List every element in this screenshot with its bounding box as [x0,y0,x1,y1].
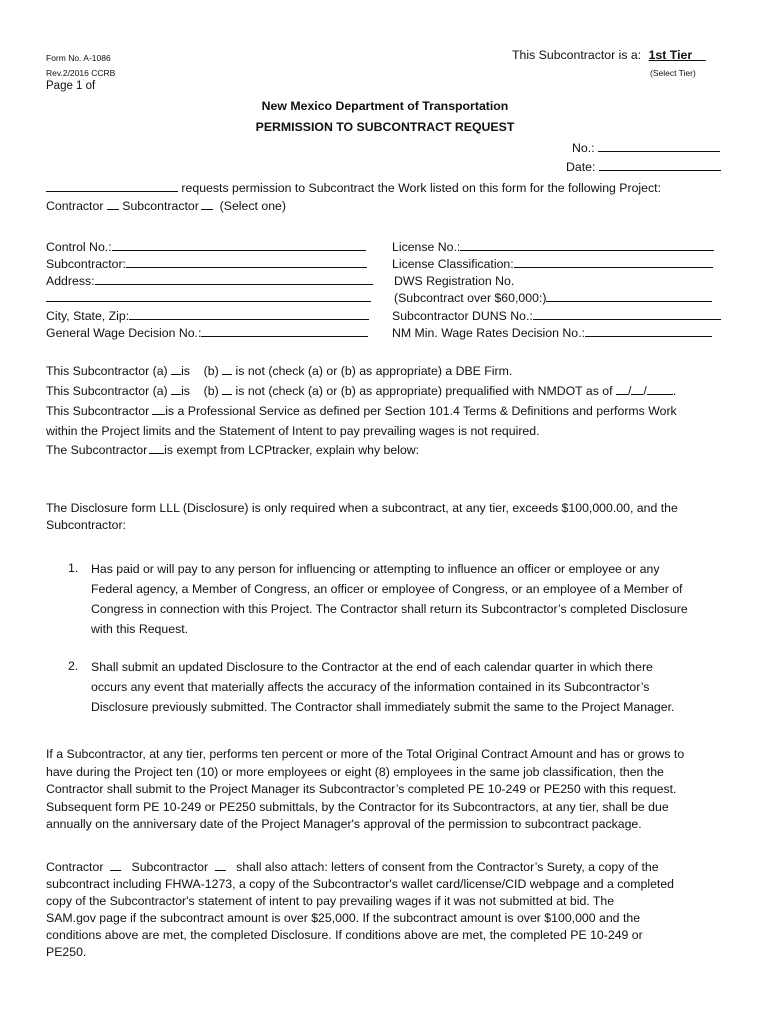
pre-a-checkbox[interactable] [171,383,181,395]
list-item-line: Disclosure previously submitted. The Contractor shall immediately submit the same to the Project Manager. [91,700,675,714]
request-line: requests permission to Subcontract the Work listed on this form for the following Project: [46,180,661,197]
license-class-field: License Classification: [392,256,713,273]
professional-line-2: within the Project limits and the Statement of Intent to pay prevailing wages is not required. [46,424,540,438]
date-input[interactable] [599,159,721,171]
pe-line: Contractor shall submit to the Project Manager its Subcontractor’s completed PE 10-249 or PE250 with this request. [46,782,677,796]
nm-wage-input[interactable] [585,325,712,337]
nm-wage-field: NM Min. Wage Rates Decision No.: [392,325,712,342]
dbe-a-checkbox[interactable] [171,363,181,375]
lcp-checkbox[interactable] [149,442,164,454]
address-field: Address: [46,273,373,290]
form-number: Form No. A-1086 [46,53,111,63]
page-number: Page 1 of [46,80,96,92]
list-item-line: occurs any event that materially affects the accuracy of the information contained in its Subcontractor’s [91,680,650,694]
pe-line: Subsequent form PE 10-249 or PE250 submittals, by the Contractor for its Subcontractors, at any tier, shall be due [46,800,669,814]
pre-b-checkbox[interactable] [222,383,232,395]
list-item-line: Has paid or will pay to any person for influencing or attempting to influence an officer or employee or any [91,562,660,576]
duns-field: Subcontractor DUNS No.: [392,308,721,325]
list-number: 1. [68,561,79,575]
professional-checkbox[interactable] [152,403,165,415]
list-number: 2. [68,659,79,673]
attach-line-1: Contractor Subcontractor shall also attach: letters of consent from the Contractor’s Surety, a copy of the [46,860,659,874]
no-field: No.: [572,140,720,157]
list-item-line: with this Request. [91,622,189,636]
contractor-select-line: Contractor Subcontractor (Select one) [46,199,286,213]
wage-decision-field: General Wage Decision No.: [46,325,368,342]
city-input[interactable] [129,308,369,320]
subcontractor-field: Subcontractor: [46,256,367,273]
tier-hint: (Select Tier) [650,68,696,78]
dbe-line: This Subcontractor (a) is (b) is not (check (a) or (b) as appropriate) a DBE Firm. [46,364,513,378]
attach-line: SAM.gov page if the subcontract amount is over $25,000. If the subcontract amount is over $100,000 and the [46,911,641,925]
control-no-input[interactable] [112,239,366,251]
city-field: City, State, Zip: [46,308,369,325]
attach-line: copy of the Subcontractor's statement of intent to pay prevailing wages if it was not submitted at bid. The [46,894,615,908]
duns-input[interactable] [533,308,721,320]
form-title: PERMISSION TO SUBCONTRACT REQUEST [255,120,515,134]
disclosure-intro: The Disclosure form LLL (Disclosure) is only required when a subcontract, at any tier, exceeds $100,000.00, and the [46,501,678,515]
revision: Rev.2/2016 CCRB [46,68,116,78]
prequalified-line: This Subcontractor (a) is (b) is not (check (a) or (b) as appropriate) prequalified with NMDOT as of / / . [46,384,677,398]
contractor-checkbox[interactable] [107,198,119,210]
pe-line: If a Subcontractor, at any tier, performs ten percent or more of the Total Original Contract Amount and has or grows to [46,747,685,761]
date-field: Date: [566,159,721,176]
lcp-line: The Subcontractor is exempt from LCPtracker, explain why below: [46,443,420,457]
address-line2 [46,290,371,307]
address-input[interactable] [95,273,373,285]
attach-line: conditions above are met, the completed Disclosure. If conditions above are met, the completed PE 10-249 or [46,928,643,942]
address2-input[interactable] [46,290,371,302]
dws-label: DWS Registration No. [394,274,515,288]
list-item-line: Shall submit an updated Disclosure to the Contractor at the end of each calendar quarter in which there [91,660,653,674]
pre-day-input[interactable] [631,383,643,395]
attach-line: PE250. [46,945,87,959]
pre-month-input[interactable] [616,383,628,395]
no-input[interactable] [598,140,720,152]
tier-label: This Subcontractor is a: 1st Tier [512,48,706,62]
pre-year-input[interactable] [647,383,673,395]
license-no-field: License No.: [392,239,714,256]
tier-select[interactable]: 1st Tier [648,48,693,62]
attach-line: subcontract including FHWA-1273, a copy of the Subcontractor's wallet card/license/CID webpage and a completed [46,877,674,891]
subcontractor-input[interactable] [126,256,367,268]
dws-field: (Subcontract over $60,000:) [394,290,712,307]
pe-line: annually on the anniversary date of the Project Manager's approval of the permission to subcontract package. [46,817,642,831]
attach-subcontractor-checkbox[interactable] [215,859,226,871]
subcontractor-checkbox[interactable] [201,198,213,210]
pe-line: have during the Project ten (10) or more employees or eight (8) employees in the same job classification, then the [46,765,664,779]
license-class-input[interactable] [514,256,713,268]
requester-input[interactable] [46,180,178,192]
department-title: New Mexico Department of Transportation [261,99,509,113]
list-item-line: Federal agency, a Member of Congress, an officer or employee of Congress, or an employee of a Member of [91,582,683,596]
wage-decision-input[interactable] [201,325,368,337]
list-item-line: Congress in connection with this Project. The Contractor shall return its Subcontractor’s completed Disclosure [91,602,688,616]
dbe-b-checkbox[interactable] [222,363,232,375]
dws-input[interactable] [546,290,712,302]
license-no-input[interactable] [460,239,714,251]
professional-line: This Subcontractor is a Professional Service as defined per Section 101.4 Terms & Definitions and performs Work [46,404,677,418]
attach-contractor-checkbox[interactable] [110,859,121,871]
disclosure-intro-2: Subcontractor: [46,518,126,532]
control-no-field: Control No.: [46,239,366,256]
